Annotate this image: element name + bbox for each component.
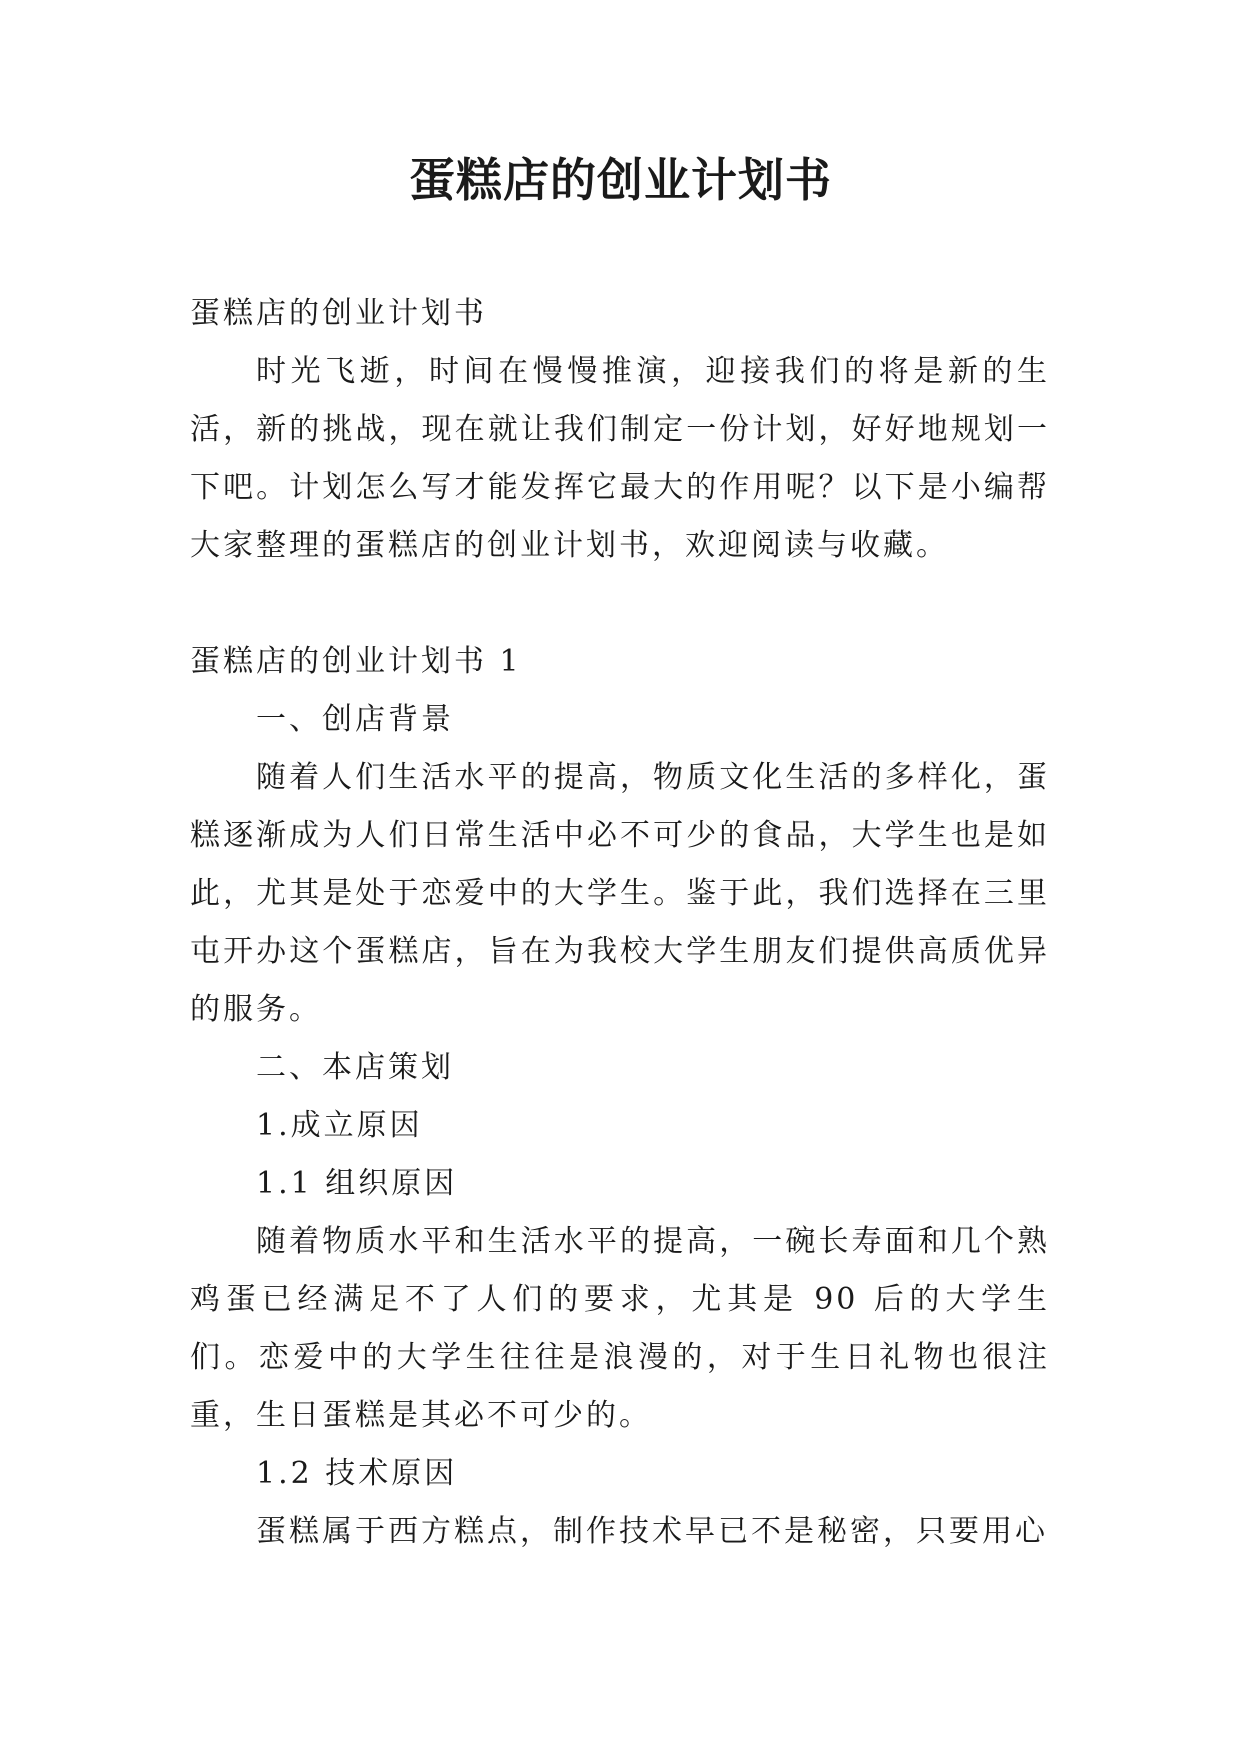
intro-paragraph: 时光飞逝，时间在慢慢推演，迎接我们的将是新的生活，新的挑战，现在就让我们制定一份计划，好好地规划一下吧。计划怎么写才能发挥它最大的作用呢？以下是小编帮大家整理的蛋糕店的创业计划书，欢迎阅读与收藏。 (190, 354, 1050, 563)
subtitle-line: 蛋糕店的创业计划书 (190, 296, 487, 331)
heading-background: 一、创店背景 (256, 702, 454, 737)
document-body (190, 285, 1050, 1561)
heading-reasons: 1.成立原因 (256, 1108, 423, 1143)
paragraph-spacer (190, 575, 1050, 633)
heading-planning: 二、本店策划 (256, 1050, 454, 1085)
section-heading: 蛋糕店的创业计划书 1 (190, 644, 522, 679)
document-title: 蛋糕店的创业计划书 (409, 153, 832, 207)
background-paragraph: 随着人们生活水平的提高，物质文化生活的多样化，蛋糕逐渐成为人们日常生活中必不可少的食品，大学生也是如此，尤其是处于恋爱中的大学生。鉴于此，我们选择在三里屯开办这个蛋糕店，旨在为我校大学生朋友们提供高质优异的服务。 (190, 760, 1050, 1027)
heading-organization-reason: 1.1 组织原因 (256, 1166, 458, 1201)
technical-paragraph: 蛋糕属于西方糕点，制作技术早已不是秘密，只要用心 (256, 1514, 1048, 1549)
organization-paragraph: 随着物质水平和生活水平的提高，一碗长寿面和几个熟鸡蛋已经满足不了人们的要求，尤其是 90 后的大学生们。恋爱中的大学生往往是浪漫的，对于生日礼物也很注重，生日蛋糕是其必不可少的。 (190, 1224, 1050, 1433)
heading-technical-reason: 1.2 技术原因 (256, 1456, 458, 1491)
